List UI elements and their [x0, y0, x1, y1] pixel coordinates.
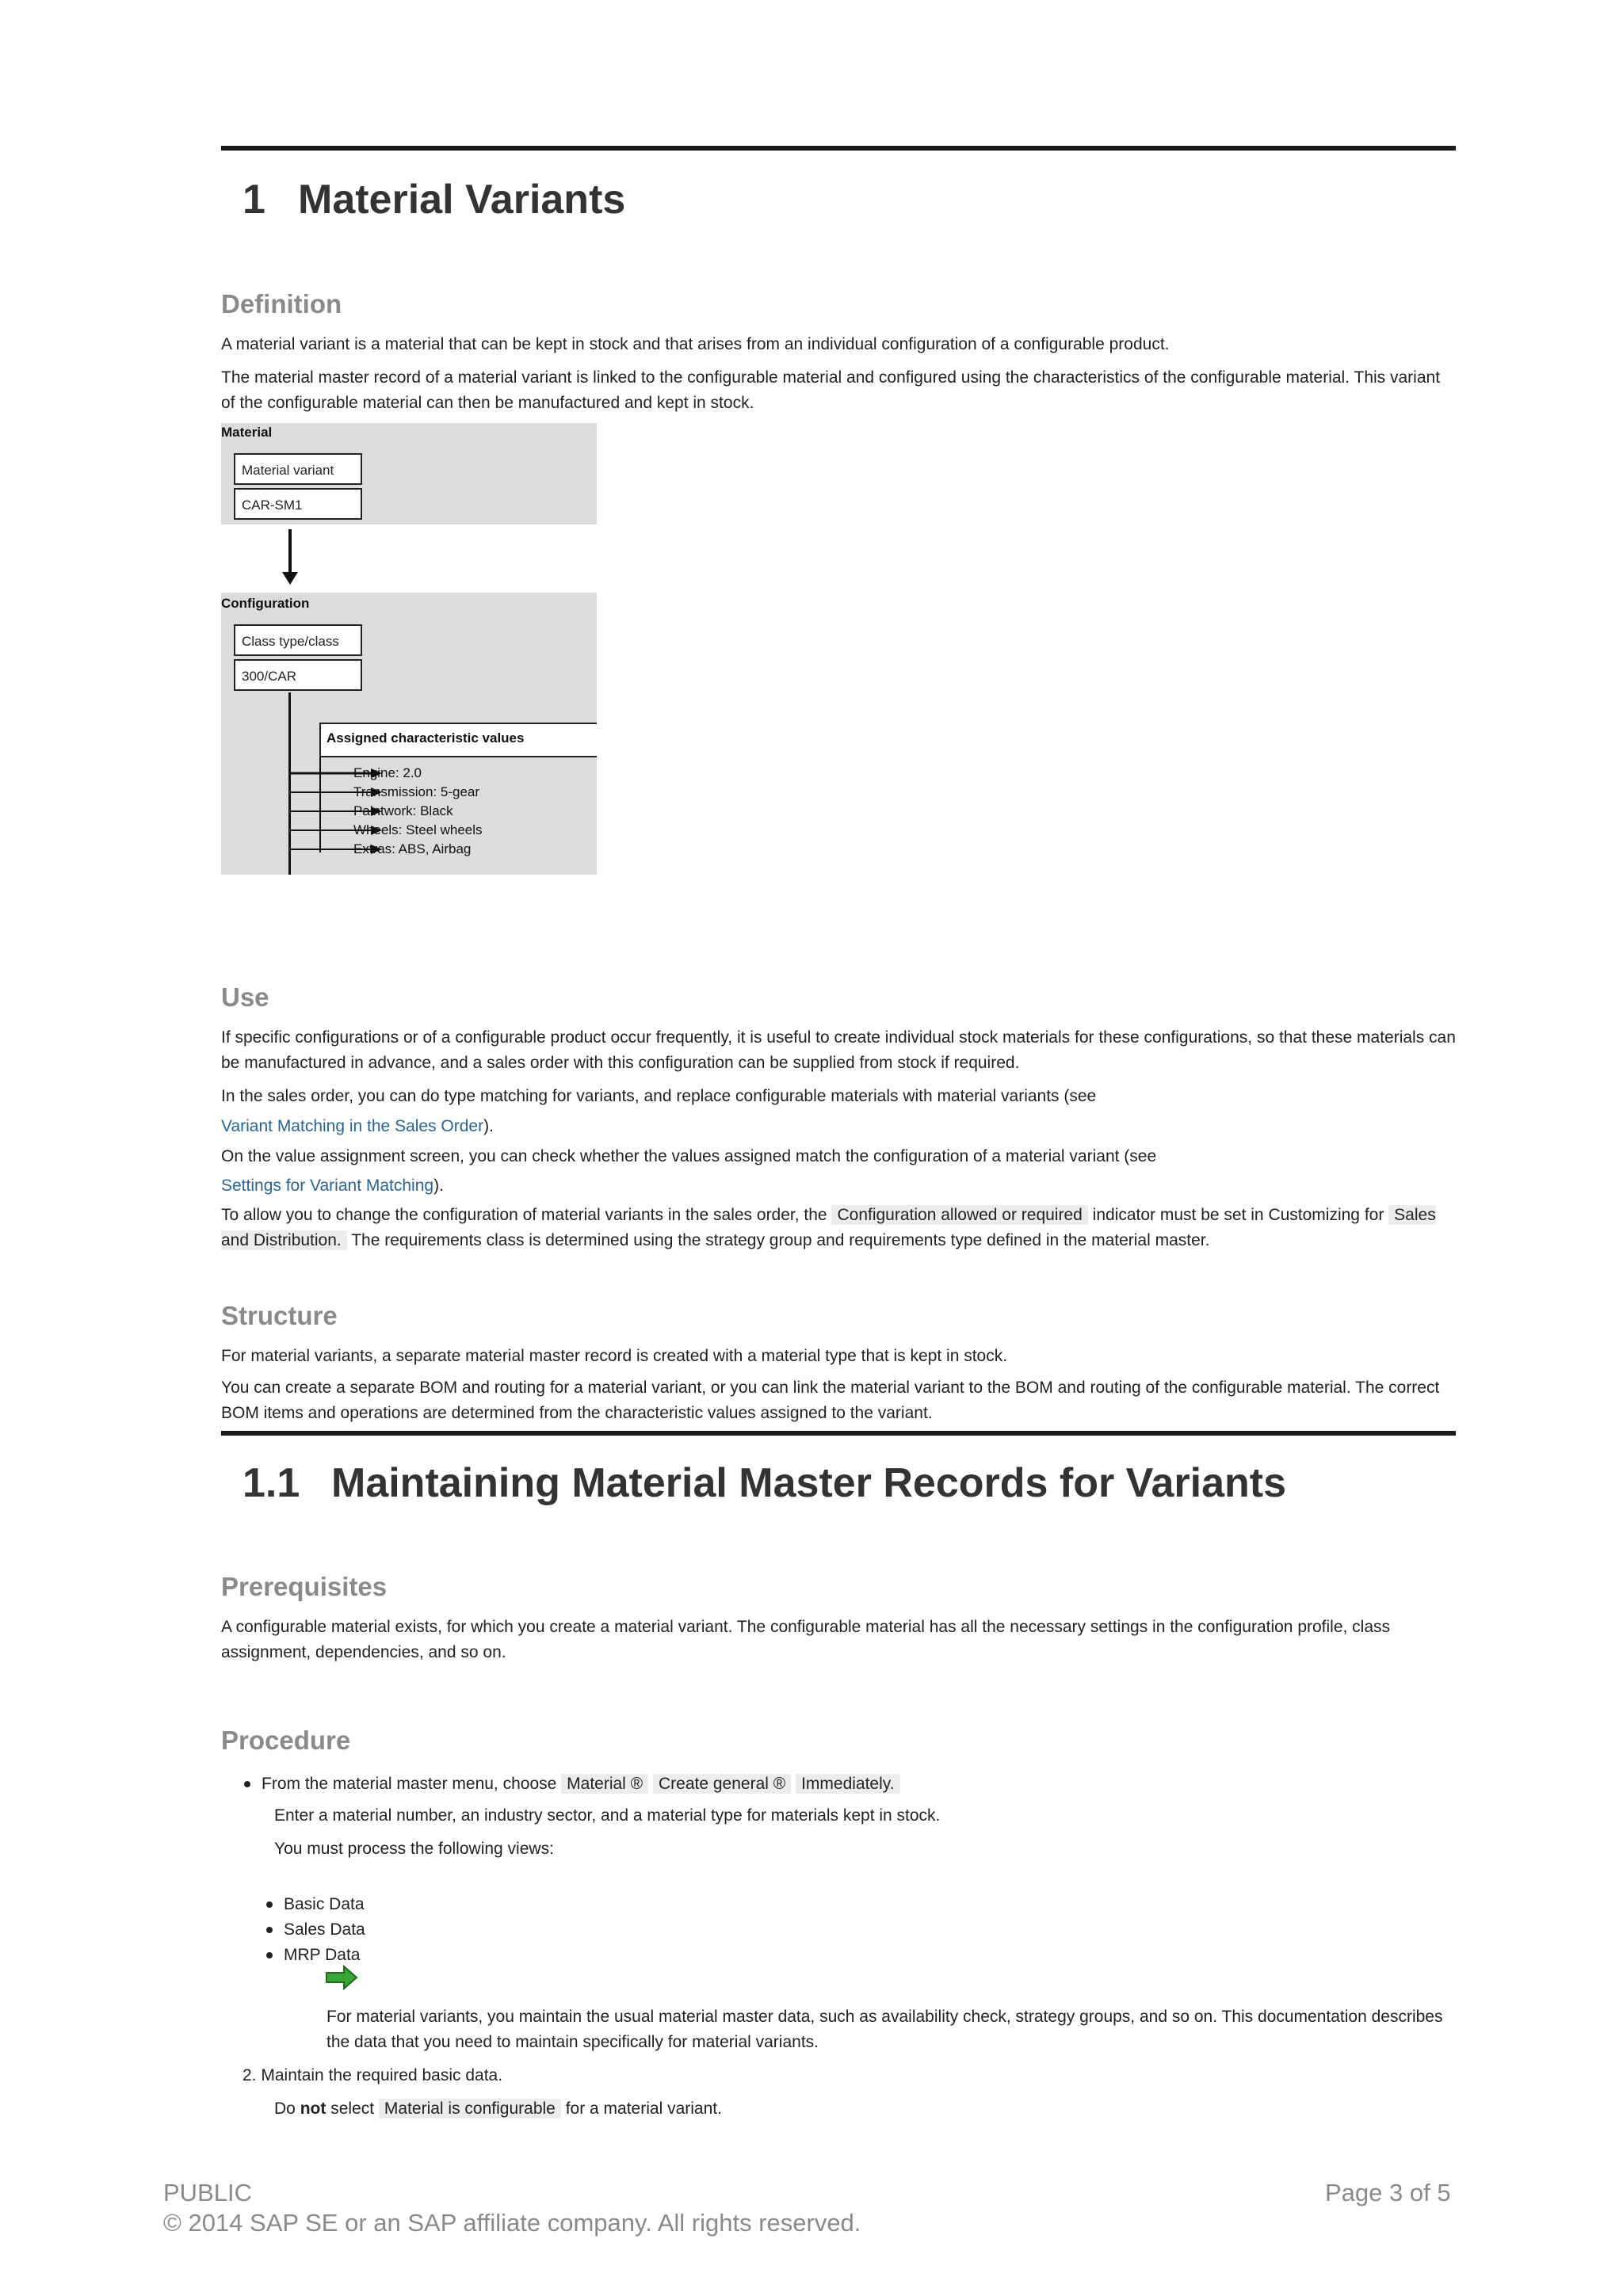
step-1-para-2: You must process the following views:	[274, 1840, 554, 1858]
definition-heading: Definition	[221, 289, 342, 318]
footer-classification: PUBLIC	[163, 2179, 252, 2206]
footer-page-number: Page 3 of 5	[1325, 2179, 1451, 2206]
procedure-step-1	[244, 1772, 900, 1797]
use-para-3: On the value assignment screen, you can check whether the values assigned match the configuration of a material variant (see	[221, 1147, 1157, 1165]
figure-assigned-label: Assigned characteristic values	[327, 730, 525, 746]
figure-configuration-label: Configuration	[221, 596, 310, 611]
section-title-text: Material Variants	[298, 177, 626, 223]
figure-material-variant-value: CAR-SM1	[234, 488, 362, 520]
figure-value-2: Transmission: 5-gear	[353, 784, 480, 799]
definition-para-1: A material variant is a material that can be kept in stock and that arises from an individual configuration of a configurable product.	[221, 335, 1170, 353]
use-para-2-link-line: Variant Matching in the Sales Order).	[221, 1117, 494, 1135]
step-2-para-bold: not	[300, 2100, 327, 2118]
subsection-rule	[221, 1431, 1456, 1436]
figure-value-5: Extras: ABS, Airbag	[353, 841, 472, 856]
step-2-text: Maintain the required basic data.	[261, 2066, 503, 2084]
use-para-4-text-b: indicator must be set in Customizing for	[1092, 1206, 1384, 1224]
subsection-title-text: Maintaining Material Master Records for Variants	[331, 1460, 1286, 1506]
view-label: MRP Data	[284, 1946, 361, 1964]
view-label: Basic Data	[284, 1895, 365, 1913]
footer-copyright: © 2014 SAP SE or an SAP affiliate company. All rights reserved.	[163, 2209, 861, 2237]
figure-class-header: Class type/class	[234, 624, 362, 656]
section-title	[242, 176, 625, 223]
ui-material-configurable: Material is configurable	[379, 2099, 561, 2119]
procedure-step-2	[242, 2063, 502, 2088]
prerequisites-para-1: A configurable material exists, for which you create a material variant. The configurable material has all the necessary settings in the configuration profile, class assignment, dependencies, and so on.	[221, 1618, 1391, 1661]
bullet-dot	[244, 1781, 250, 1787]
step-2-para	[274, 2096, 1455, 2122]
subsection-title	[242, 1459, 1286, 1507]
use-para-2: In the sales order, you can do type matching for variants, and replace configurable materials with material variants (see	[221, 1087, 1097, 1105]
use-para-4-text-c: The requirements class is determined using the strategy group and requirements type defined in the material master.	[351, 1231, 1210, 1249]
section-number: 1	[242, 177, 265, 223]
figure-material-label: Material	[221, 425, 273, 440]
note-text: For material variants, you maintain the usual material master data, such as availability check, strategy groups, and so on. This documentation describes the data that you need to maintain specifically for material variants.	[327, 2008, 1443, 2051]
step-2-para-c: for a material variant.	[565, 2100, 722, 2118]
view-item-basic-data	[266, 1892, 365, 1917]
use-para-4	[221, 1203, 1457, 1253]
step-1-para-1: Enter a material number, an industry sector, and a material type for materials kept in stock.	[274, 1806, 941, 1825]
arrow-down-icon	[282, 572, 298, 586]
prerequisites-heading: Prerequisites	[221, 1572, 388, 1601]
section-rule	[221, 146, 1456, 151]
green-arrow-icon	[325, 1965, 358, 1990]
step-2-para-b: select	[330, 2100, 375, 2118]
step-2-para-a: Do	[274, 2100, 296, 2118]
structure-para-2: You can create a separate BOM and routing for a material variant, or you can link the material variant to the BOM and routing of the configurable material. The correct BOM items and operations are determined from the characteristic values assigned to the variant.	[221, 1379, 1440, 1422]
ui-config-allowed: Configuration allowed or required	[831, 1205, 1087, 1225]
ui-sales-distribution: Sales and Distribution.	[221, 1206, 1436, 1249]
figure-class-value: 300/CAR	[234, 659, 362, 691]
figure-down-arrow-line	[288, 529, 292, 577]
step-1-text: From the material master menu, choose	[262, 1775, 557, 1793]
figure-material-variant-header: Material variant	[234, 453, 362, 485]
procedure-heading: Procedure	[221, 1726, 351, 1755]
ui-menu-material: Material ®	[561, 1774, 648, 1794]
definition-para-2: The material master record of a material variant is linked to the configurable material and configured using the characteristics of the configurable material. This variant of the configurable material can then be manufactured and kept in stock.	[221, 368, 1441, 412]
structure-heading: Structure	[221, 1301, 338, 1330]
figure-value-4: Wheels: Steel wheels	[353, 822, 483, 837]
figure-value-3: Paintwork: Black	[353, 803, 453, 818]
view-item-sales-data	[266, 1917, 365, 1943]
use-para-4-text-a: To allow you to change the configuration of material variants in the sales order, the	[221, 1206, 827, 1224]
subsection-number: 1.1	[242, 1460, 300, 1506]
view-label: Sales Data	[284, 1920, 365, 1939]
bullet-dot	[266, 1901, 273, 1908]
ui-menu-immediately: Immediately.	[796, 1774, 899, 1794]
bullet-dot	[266, 1952, 273, 1958]
figure-value-1: Engine: 2.0	[353, 765, 422, 780]
structure-para-1: For material variants, a separate material master record is created with a material type that is kept in stock.	[221, 1347, 1008, 1365]
step-2-number: 2.	[242, 2066, 257, 2084]
use-para-1: If specific configurations or of a configurable product occur frequently, it is useful to create individual stock materials for these configurations, so that these materials can be manufactured in advance, and a sales order with this configuration can be supplied from stock if required.	[221, 1028, 1456, 1072]
variant-settings-link[interactable]: Settings for Variant Matching	[221, 1177, 434, 1195]
ui-menu-create-general: Create general ®	[653, 1774, 791, 1794]
variant-matching-link[interactable]: Variant Matching in the Sales Order	[221, 1117, 484, 1135]
use-para-3-link-line: Settings for Variant Matching).	[221, 1177, 444, 1195]
use-heading: Use	[221, 982, 269, 1012]
bullet-dot	[266, 1927, 273, 1933]
